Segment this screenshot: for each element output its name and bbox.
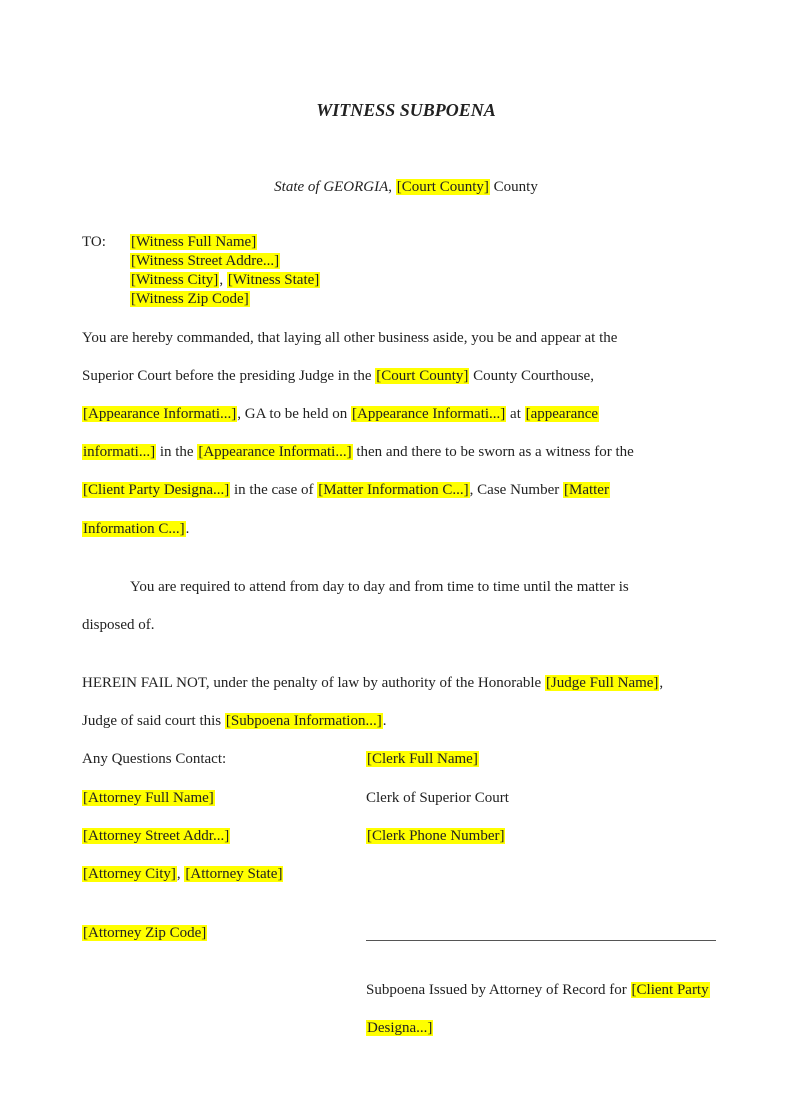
command-line-6: Information C...]. <box>83 521 190 537</box>
court-county-field[interactable]: [Court County] <box>376 368 469 384</box>
clerk-name-line <box>366 750 479 769</box>
state-label: State of GEORGIA <box>274 179 389 195</box>
command-line-4: informati...] in the [Appearance Informati...] then and there to be sworn as a witness for the <box>83 444 634 460</box>
attorney-full-name-field[interactable]: [Attorney Full Name] <box>83 790 214 806</box>
clerk-title: Clerk of Superior Court <box>366 790 509 806</box>
attorney-city-line: [Attorney City], [Attorney State] <box>83 866 283 882</box>
command-line-1: You are hereby commanded, that laying all other business aside, you be and appear at the <box>82 330 618 346</box>
witness-name-line <box>130 233 257 252</box>
command-line-2: Superior Court before the presiding Judge in the [Court County] County Courthouse, <box>82 368 594 384</box>
state-line: State of GEORGIA, [Court County] County <box>274 179 538 195</box>
contact-label: Any Questions Contact: <box>82 751 227 767</box>
appearance-info-field[interactable]: [Appearance Informati...] <box>198 444 352 460</box>
attend-line-1: You are required to attend from day to day and from time to time until the matter is <box>130 579 629 595</box>
matter-info-field[interactable]: [Matter <box>563 482 609 498</box>
witness-full-name-field[interactable]: [Witness Full Name] <box>131 234 257 250</box>
clerk-phone-line <box>366 827 505 846</box>
client-party-field[interactable]: [Client Party Designa...] <box>83 482 230 498</box>
attend-line-2: disposed of. <box>82 617 155 633</box>
appearance-info-field[interactable]: informati...] <box>83 444 156 460</box>
issued-line-2 <box>366 1019 433 1038</box>
appearance-info-field[interactable]: [Appearance Informati...] <box>83 406 237 422</box>
matter-info-field[interactable]: Information C...] <box>83 521 185 537</box>
document-title: WITNESS SUBPOENA <box>316 100 496 120</box>
clerk-phone-field[interactable]: [Clerk Phone Number] <box>367 828 505 844</box>
witness-city-line: [Witness City], [Witness State] <box>131 272 320 288</box>
attorney-zip-field[interactable]: [Attorney Zip Code] <box>83 925 207 941</box>
fail-line-2: Judge of said court this [Subpoena Information...]. <box>82 713 387 729</box>
attorney-street-line <box>82 827 230 846</box>
attorney-street-field[interactable]: [Attorney Street Addr...] <box>83 828 230 844</box>
attorney-city-field[interactable]: [Attorney City] <box>83 866 176 882</box>
witness-street-field[interactable]: [Witness Street Addre...] <box>131 253 280 269</box>
command-line-5: [Client Party Designa...] in the case of [Matter Information C...], Case Number [Matter <box>83 482 609 498</box>
client-party-field[interactable]: [Client Party <box>631 982 709 998</box>
judge-name-field[interactable]: [Judge Full Name] <box>545 675 659 691</box>
attorney-state-field[interactable]: [Attorney State] <box>185 866 283 882</box>
appearance-info-field[interactable]: [Appearance Informati...] <box>352 406 506 422</box>
matter-info-field[interactable]: [Matter Information C...] <box>318 482 469 498</box>
attorney-name-line <box>82 789 215 808</box>
fail-line-1: HEREIN FAIL NOT, under the penalty of law by authority of the Honorable [Judge Full Name], <box>82 675 664 691</box>
court-county-field[interactable]: [Court County] <box>396 179 489 195</box>
issued-line-1: Subpoena Issued by Attorney of Record for [Client Party <box>366 982 709 998</box>
command-line-3: [Appearance Informati...], GA to be held on [Appearance Informati...] at [appearance <box>83 406 599 422</box>
witness-zip-line <box>130 290 250 309</box>
signature-line <box>366 940 716 941</box>
subpoena-info-field[interactable]: [Subpoena Information...] <box>225 713 382 729</box>
witness-zip-field[interactable]: [Witness Zip Code] <box>131 291 249 307</box>
to-label: TO: <box>82 234 106 250</box>
client-party-field[interactable]: Designa...] <box>367 1020 433 1036</box>
appearance-info-field[interactable]: [appearance <box>525 406 599 422</box>
clerk-full-name-field[interactable]: [Clerk Full Name] <box>367 751 478 767</box>
witness-street-line <box>130 252 280 271</box>
witness-state-field[interactable]: [Witness State] <box>227 272 320 288</box>
attorney-zip-line <box>82 924 207 943</box>
witness-city-field[interactable]: [Witness City] <box>131 272 219 288</box>
